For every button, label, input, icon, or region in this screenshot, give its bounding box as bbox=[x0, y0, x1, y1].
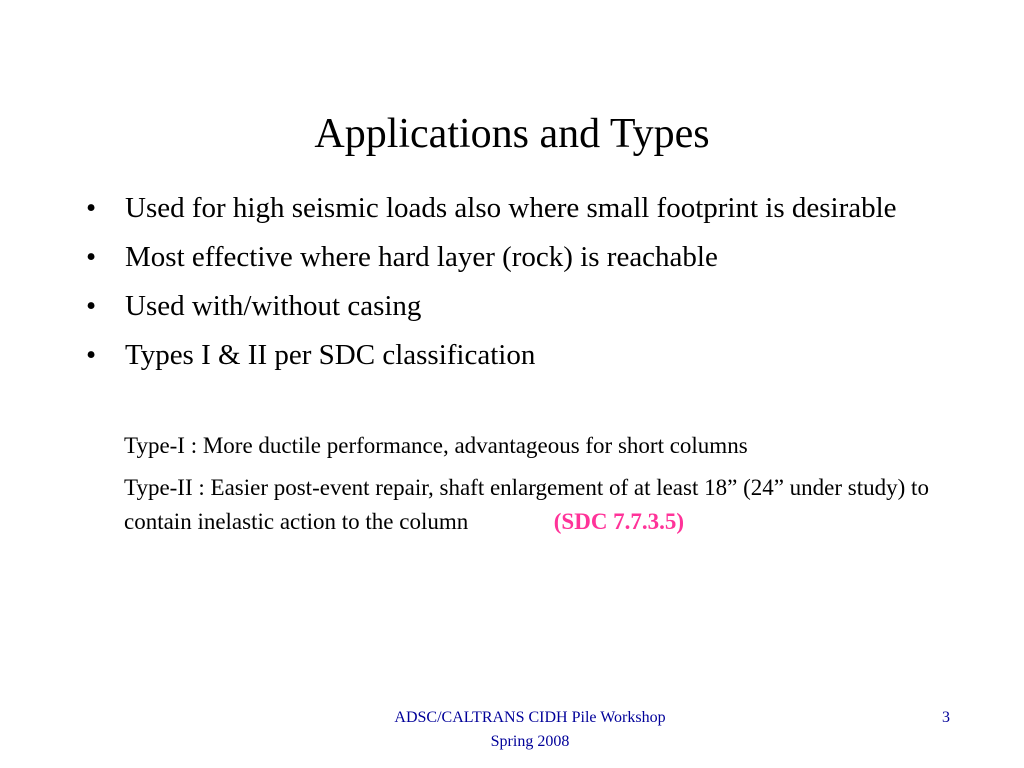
slide-title: Applications and Types bbox=[314, 111, 710, 157]
bullet-item bbox=[84, 287, 914, 325]
bullet-text: Most effective where hard layer (rock) is reachable bbox=[125, 241, 718, 273]
footer-date: Spring 2008 bbox=[490, 733, 570, 750]
sdc-reference: (SDC 7.7.3.5) bbox=[553, 509, 685, 534]
type-1-description bbox=[124, 429, 944, 463]
footer-workshop-name: ADSC/CALTRANS CIDH Pile Workshop bbox=[394, 709, 666, 726]
bullet-list bbox=[84, 189, 914, 385]
bullet-dot-icon: • bbox=[86, 192, 97, 224]
bullet-item bbox=[84, 336, 914, 374]
type-1-text: Type-I : More ductile performance, advantageous for short columns bbox=[124, 433, 748, 458]
bullet-text: Types I & II per SDC classification bbox=[125, 339, 536, 371]
bullet-dot-icon: • bbox=[86, 290, 97, 322]
bullet-item bbox=[84, 238, 914, 276]
bullet-item bbox=[84, 189, 914, 227]
bullet-text: Used for high seismic loads also where small footprint is desirable bbox=[125, 192, 897, 224]
type-2-description bbox=[124, 471, 944, 539]
slide-footer bbox=[300, 706, 760, 754]
bullet-text: Used with/without casing bbox=[125, 290, 422, 322]
bullet-dot-icon: • bbox=[86, 241, 97, 273]
bullet-dot-icon: • bbox=[86, 339, 97, 371]
page-number: 3 bbox=[942, 709, 950, 726]
type-2-text: Type-II : Easier post-event repair, shaft enlargement of at least 18” (24” under study) to contain inelastic action to the column bbox=[124, 475, 929, 534]
